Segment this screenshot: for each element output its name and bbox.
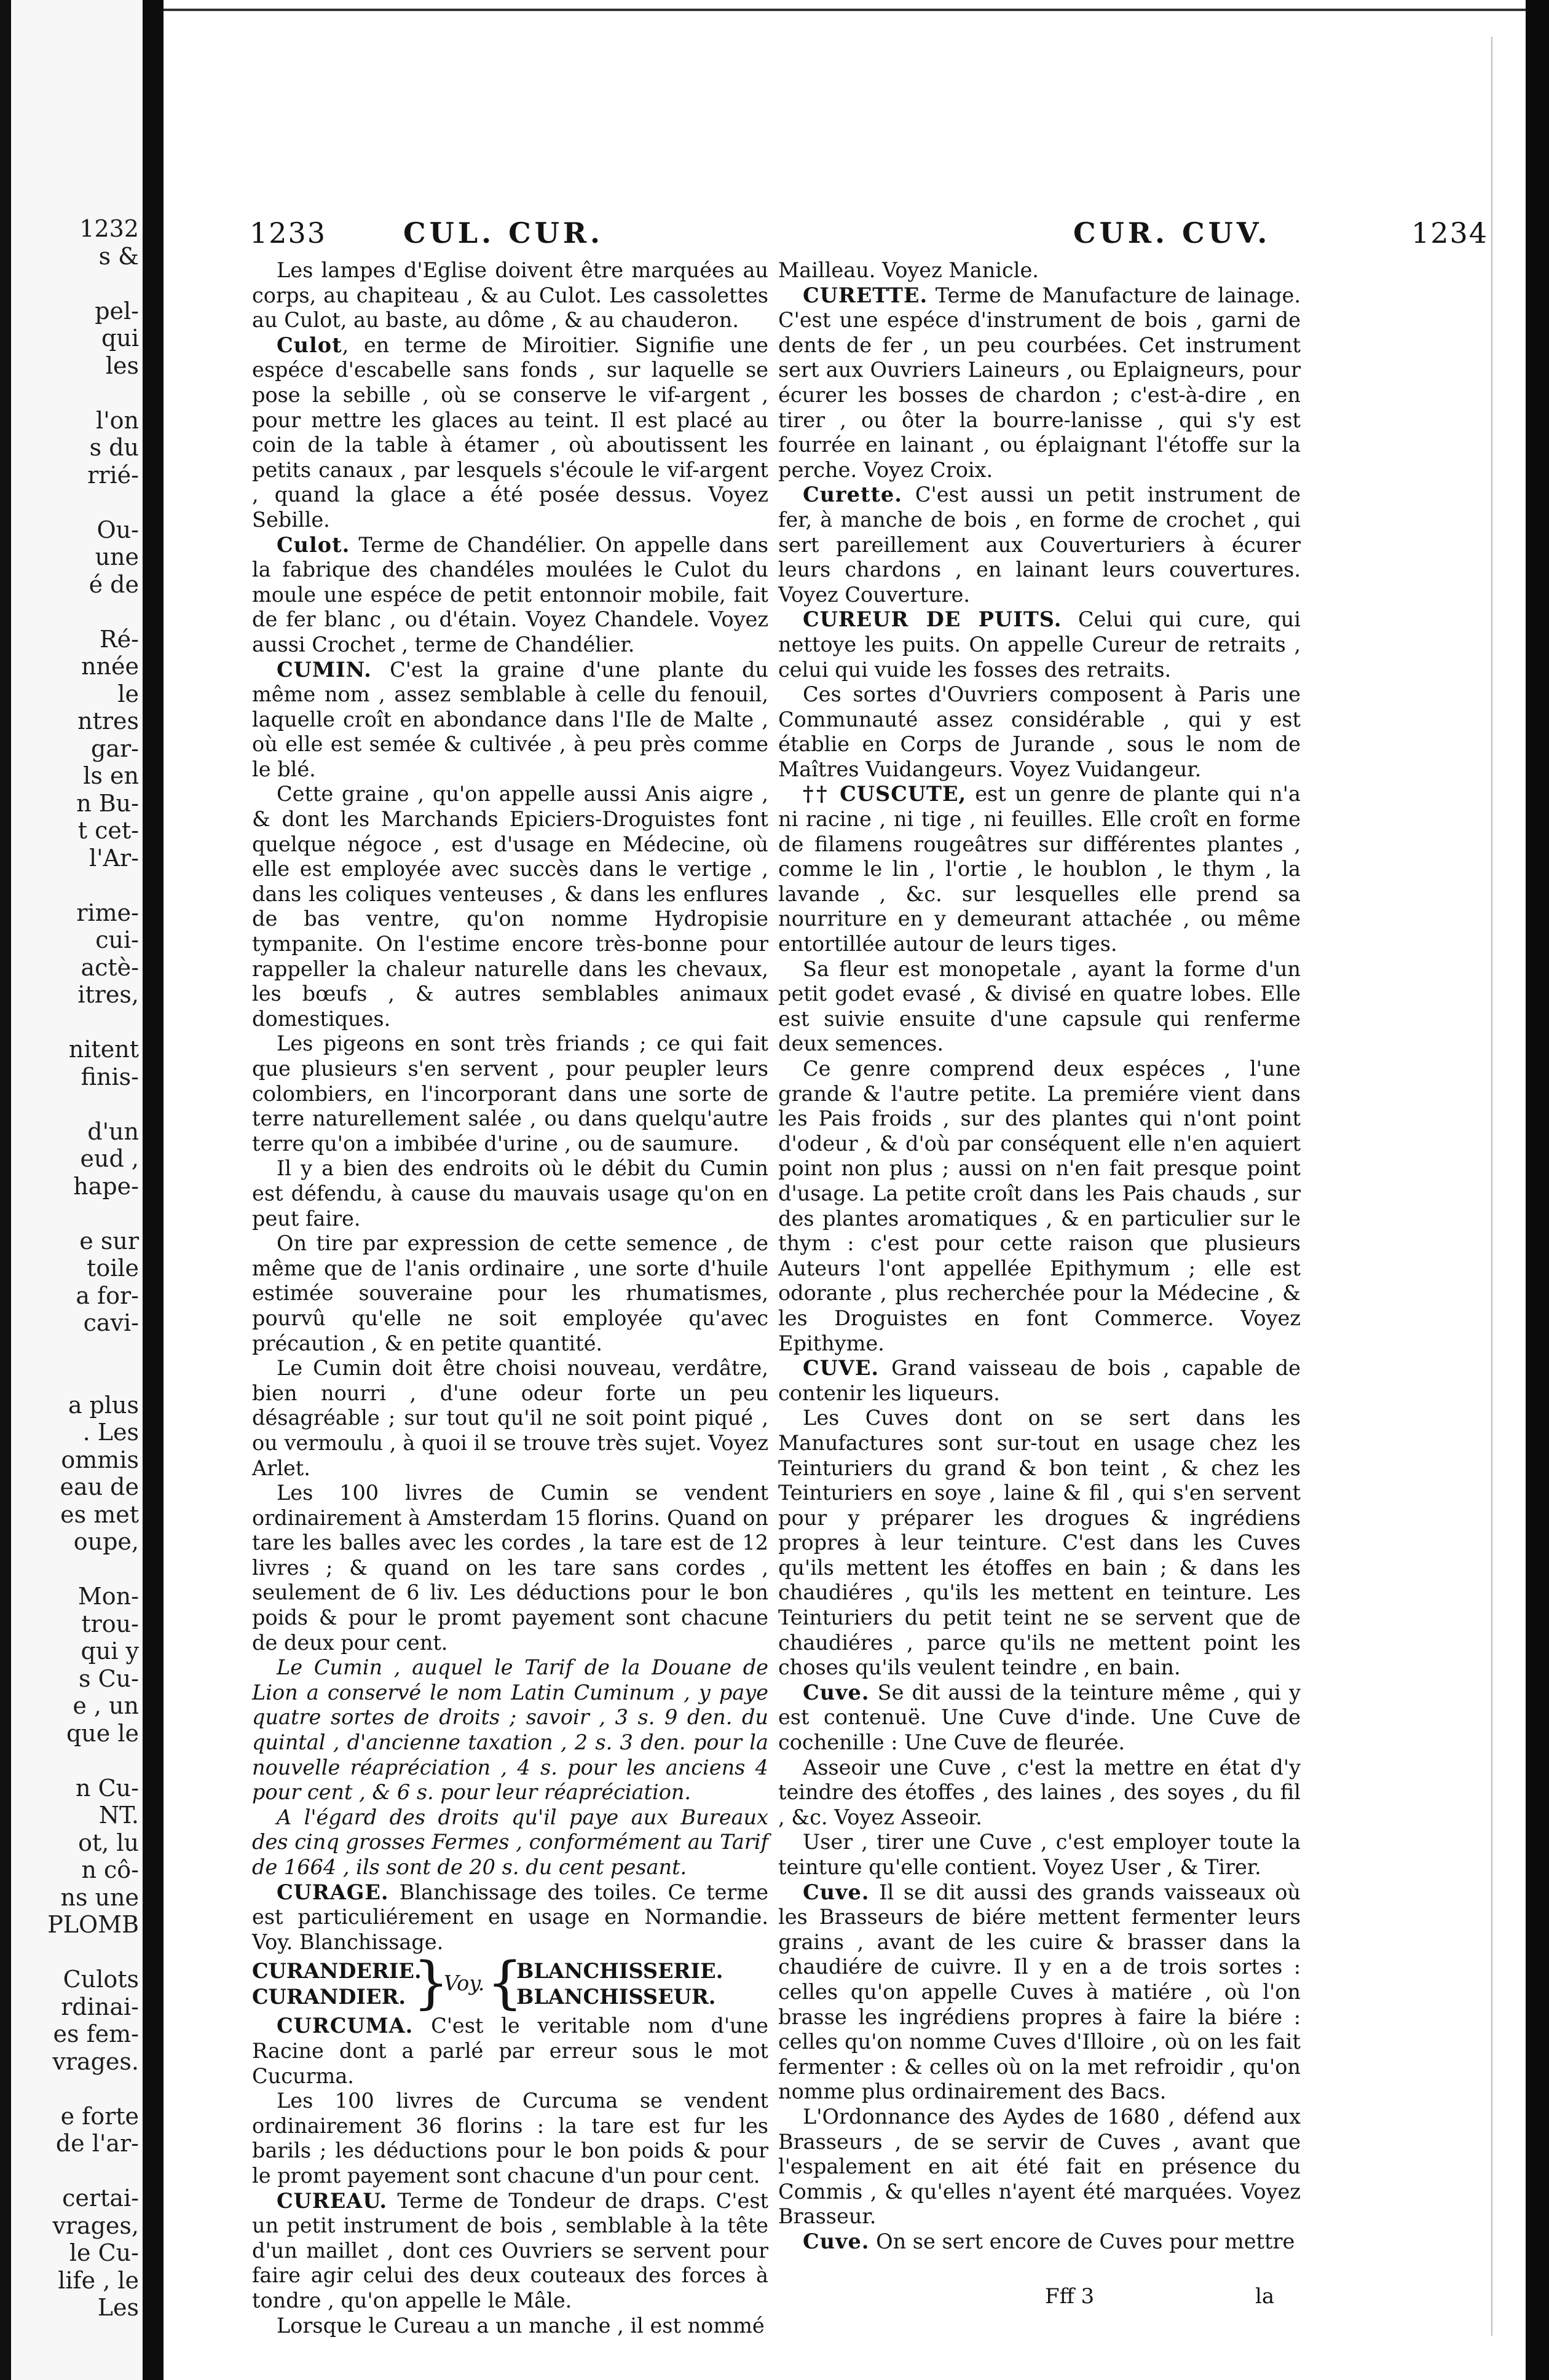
prev-page-line: s Cu- — [79, 1665, 139, 1692]
prev-page-line: d'un — [87, 1117, 139, 1145]
prev-page-line: t cet- — [77, 817, 139, 844]
entry-text: Terme de Manufacture de lainage. C'est une espéce d'instrument de bois , garni de dents de fer , un peu courbées. Cet instrument sert aux Ouvriers Laineurs , ou Eplaigneurs, pour écurer les bosses de chardon ; c'est-à-dire , en tirer , ou ôter la bourre-lanisse , qui s'y est fourrée en lainant , ou éplaignant l'étoffe sur la perche. Voyez Croix. — [778, 283, 1301, 482]
prev-page-line: vrages, — [52, 2212, 139, 2239]
prev-page-line: life , le — [58, 2266, 139, 2294]
article-paragraph — [252, 658, 768, 782]
article-paragraph — [252, 1655, 768, 1805]
article-paragraph — [778, 1681, 1301, 1755]
entry-headword: CURCUMA. — [277, 2014, 414, 2038]
prev-page-line: le Cu- — [69, 2239, 139, 2266]
left-page-number: 1233 — [250, 216, 327, 250]
prev-page-line: 1232 — [79, 215, 139, 242]
catchword: la — [1255, 2284, 1275, 2309]
entry-headword: †† CUSCUTE, — [803, 782, 967, 806]
entry-text: Terme de Chandélier. On appelle dans la fabrique des chandéles moulées le Culot du moule une espéce de petit entonnoir mobile, fait de fer blanc , ou d'étain. Voyez Chandele. Voyez aussi Crochet , terme de Chandélier. — [252, 532, 768, 656]
prev-page-line: trou- — [81, 1610, 139, 1637]
article-paragraph — [778, 682, 1301, 782]
article-paragraph — [778, 258, 1301, 283]
entry-text: Lorsque le Cureau a un manche , il est nommé — [277, 2313, 765, 2338]
brace-target-top: BLANCHISSERIE. — [516, 1959, 723, 1984]
entry-headword: Cuve. — [803, 2229, 870, 2253]
entry-text: Mailleau. Voyez Manicle. — [778, 258, 1039, 282]
article-paragraph — [778, 957, 1301, 1057]
prev-page-line: oupe, — [73, 1528, 139, 1555]
prev-page-line: Culots — [63, 1966, 139, 1993]
article-paragraph — [778, 607, 1301, 682]
entry-text: User , tirer une Cuve , c'est employer toute la teinture qu'elle contient. Voyez User , & Tirer. — [778, 1830, 1301, 1879]
prev-page-line: rrié- — [87, 461, 139, 489]
prev-page-line: PLOMB — [47, 1911, 139, 1938]
prev-page-line: Mon- — [77, 1583, 139, 1610]
prev-page-line: actè- — [81, 953, 139, 981]
entry-headword: Cuve. — [803, 1880, 870, 1904]
prev-page-line: ls en — [83, 762, 139, 789]
right-page-number: 1234 — [1411, 216, 1489, 250]
article-paragraph — [778, 483, 1301, 607]
entry-headword: Culot — [277, 333, 342, 357]
article-paragraph — [252, 1356, 768, 1481]
entry-headword: CURAGE. — [277, 1880, 389, 1904]
prev-page-line: e forte — [60, 2102, 139, 2130]
book-gutter — [143, 0, 164, 2380]
prev-page-line: une — [95, 543, 139, 570]
prev-page-line: nitent — [68, 1036, 139, 1063]
article-paragraph — [778, 782, 1301, 956]
prev-page-line: qui y — [81, 1637, 139, 1665]
entry-text: C'est aussi un petit instrument de fer, à manche de bois , en forme de crochet , qui sert pareillement aux Couverturiers à écurer leurs chardons , en lainant leurs couvertures. Voyez Couverture. — [778, 483, 1301, 607]
article-paragraph — [252, 1880, 768, 1955]
article-paragraph — [778, 1830, 1301, 1880]
article-paragraph — [252, 1805, 768, 1880]
entry-headword: CURETTE. — [803, 283, 928, 307]
prev-page-line: rdinai- — [61, 1993, 139, 2020]
prev-page-line: e , un — [73, 1692, 139, 1719]
entry-headword: CUMIN. — [277, 657, 372, 682]
article-paragraph — [252, 258, 768, 333]
prev-page-line: gar- — [91, 735, 139, 762]
article-paragraph — [252, 1031, 768, 1156]
entry-headword: Culot. — [277, 532, 350, 557]
prev-page-line: ns une — [60, 1883, 139, 1911]
right-heading: CUR. CUV. — [1073, 216, 1271, 250]
prev-page-line: le — [117, 680, 139, 707]
article-paragraph — [778, 1057, 1301, 1356]
prev-page-line: ntres — [77, 707, 139, 735]
prev-page-line: Ou- — [97, 516, 139, 543]
page-edge-line — [1491, 37, 1492, 2336]
article-paragraph — [252, 1481, 768, 1655]
entry-text: On tire par expression de cette semence , de même que de l'anis ordinaire , une sorte d'huile estimée souveraine pour les rhumatismes, pourvû qu'elle ne soit employée qu'avec précaution , & en petite quantité. — [252, 1231, 768, 1355]
prev-page-line: finis- — [81, 1063, 139, 1090]
entry-headword: Curette. — [803, 483, 902, 507]
prev-page-line: eau de — [60, 1473, 139, 1500]
scan-gutter-right — [1526, 0, 1549, 2380]
right-column — [778, 258, 1301, 2255]
prev-page-line: rime- — [76, 899, 139, 926]
entry-text: A l'égard des droits qu'il paye aux Bureaux des cinq grosses Fermes , conformément au Tarif de 1664 , ils sont de 20 s. du cent pesant. — [252, 1805, 768, 1879]
article-paragraph — [778, 2105, 1301, 2229]
entry-text: Blanchissage des toiles. Ce terme est particuliérement en usage en Normandie. Voy. Blanchissage. — [252, 1880, 768, 1954]
entry-text: Le Cumin , auquel le Tarif de la Douane de Lion a conservé le nom Latin Cuminum , y paye quatre sortes de droits ; savoir , 3 s. 9 den. du quintal , d'ancienne taxation , 2 s. 3 den. pour la nouvelle réapréciation , 4 s. pour les anciens 4 pour cent , & 6 s. pour leur réapréciation. — [252, 1655, 768, 1805]
entry-text: L'Ordonnance des Aydes de 1680 , défend aux Brasseurs , de se servir de Cuves , avant que l'espalement en ait été fait en présence du Commis , & qu'elles n'ayent été marquées. Voyez Brasseur. — [778, 2104, 1301, 2229]
prev-page-line: itres, — [77, 981, 139, 1008]
prev-page-line: eud , — [80, 1145, 139, 1172]
prev-page-line: l'on — [96, 406, 139, 434]
entry-headword: CUVE. — [803, 1356, 880, 1381]
article-paragraph — [778, 2229, 1301, 2255]
prev-page-line: certai- — [62, 2185, 139, 2212]
entry-text: Il y a bien des endroits où le débit du Cumin est défendu, à cause du mauvais usage qu'on en peut faire. — [252, 1156, 768, 1231]
prev-page-line: de l'ar- — [55, 2130, 139, 2157]
entry-headword: CUREUR DE PUITS. — [803, 607, 1062, 632]
entry-text: Les 100 livres de Curcuma se vendent ordinairement 36 florins : la tare est fur les barils ; les déductions pour le bon poids & pour le promt payement sont chacune d'un pour cent. — [252, 2089, 768, 2188]
brace-voy: Voy. — [444, 1971, 485, 1996]
prev-page-line: a for- — [76, 1282, 139, 1309]
prev-page-line: qui — [101, 325, 139, 352]
prev-page-line: a plus — [68, 1391, 139, 1419]
entry-headword: Cuve. — [803, 1680, 870, 1704]
entry-headword: CUREAU. — [277, 2188, 388, 2213]
article-paragraph — [252, 2014, 768, 2089]
entry-text: Les lampes d'Eglise doivent être marquées au corps, au chapiteau , & au Culot. Les cassolettes au Culot, au baste, au dôme , & au chauderon. — [252, 258, 768, 333]
entry-text: Les pigeons en sont très friands ; ce qui fait que plusieurs s'en servent , pour peupler leurs colombiers, en l'incorporant dans une sorte de terre naturellement salée , ou dans quelqu'autre terre qu'on a imbibée d'urine , ou de saumure. — [252, 1031, 768, 1156]
running-head — [250, 216, 1489, 259]
prev-page-line: ommis — [61, 1446, 139, 1473]
brace-open-glyph: { — [487, 1950, 523, 2016]
entry-text: Se dit aussi de la teinture même , qui y est contenuë. Une Cuve d'inde. Une Cuve de cochenille : Une Cuve de fleurée. — [778, 1680, 1301, 1755]
prev-page-line: pel- — [95, 297, 139, 325]
article-paragraph — [252, 1231, 768, 1356]
prev-page-line: s du — [89, 434, 139, 461]
document-page — [164, 0, 1526, 2380]
brace-target-bottom: BLANCHISSEUR. — [516, 1985, 716, 2009]
prev-page-line: cavi- — [83, 1309, 139, 1336]
entry-text: Ces sortes d'Ouvriers composent à Paris une Communauté assez considérable , qui y est établie en Corps de Jurande , sous le nom de Maîtres Vuidangeurs. Voyez Vuidangeur. — [778, 682, 1301, 781]
entry-text: Les Cuves dont on se sert dans les Manufactures sont sur-tout en usage chez les Teinturiers du grand & bon teint , & chez les Teinturiers en soye , laine & fil , qui s'en servent pour y préparer les drogues & ingrédiens propres à leur teinture. C'est dans les Cuves qu'ils mettent les étoffes en bain ; & dans les chaudiéres , qu'ils les mettent en teinture. Les Teinturiers du petit teint ne se servent que de chaudiéres , parce qu'ils ne mettent point les choses qu'ils veulent teindre , en bain. — [778, 1406, 1301, 1680]
article-paragraph — [252, 2189, 768, 2314]
prev-page-line: les — [105, 352, 139, 379]
brace-close-glyph: } — [413, 1950, 449, 2016]
article-paragraph — [252, 2089, 768, 2188]
prev-page-line: NT. — [98, 1802, 139, 1829]
entry-text: Le Cumin doit être choisi nouveau, verdâtre, bien nourri , d'une odeur forte un peu désagréable ; sur tout qu'il ne soit point piqué , ou vermoulu , à quoi il se trouve très sujet. Voyez Arlet. — [252, 1356, 768, 1480]
article-paragraph — [778, 1755, 1301, 1830]
prev-page-line: Ré- — [100, 625, 139, 653]
entry-text: Ce genre comprend deux espéces , l'une grande & l'autre petite. La premiére vient dans les Pais froids , sur des plantes qui n'ont point d'odeur , & d'où par conséquent elle n'en aquiert point non plus ; aussi on n'en fait presque point d'usage. La petite croît dans les Pais chauds , sur des plantes aromatiques , & en particulier sur le thym : c'est pour cette raison que plusieurs Auteurs l'ont appellée Epithymum ; elle est odorante , plus recherchée pour la Médecine , & les Droguistes en font Commerce. Voyez Epithyme. — [778, 1057, 1301, 1355]
prev-page-line: es met — [60, 1500, 139, 1528]
prev-page-line: é de — [89, 570, 139, 598]
article-paragraph — [252, 782, 768, 1031]
article-paragraph — [778, 283, 1301, 483]
entry-text: Cette graine , qu'on appelle aussi Anis aigre , & dont les Marchands Epiciers-Droguistes font quelque négoce , est d'usage en Médecine, où elle est employée avec succès dans le vertige , dans les coliques venteuses , & dans les enflures de bas ventre, qu'on nomme Hydropisie tympanite. On l'estime encore très-bonne pour rappeller la chaleur naturelle dans les chevaux, les bœufs , & autres semblables animaux domestiques. — [252, 782, 768, 1031]
left-heading: CUL. CUR. — [403, 216, 604, 250]
entry-text: Grand vaisseau de bois , capable de contenir les liqueurs. — [778, 1356, 1301, 1405]
left-column — [252, 258, 768, 2338]
prev-page-line: e sur — [79, 1227, 139, 1255]
article-paragraph — [778, 1406, 1301, 1681]
entry-text: Sa fleur est monopetale , ayant la forme d'un petit godet evasé , & divisé en quatre lobes. Elle est suivie ensuite d'une capsule qui renferme deux semences. — [778, 956, 1301, 1056]
top-edge-rule — [164, 9, 1526, 11]
brace-term-bottom: CURANDIER. — [252, 1985, 406, 2009]
article-paragraph — [778, 1356, 1301, 1406]
prev-page-line: hape- — [73, 1172, 139, 1200]
entry-text: C'est le veritable nom d'une Racine dont a parlé par erreur sous le mot Cucurma. — [252, 2014, 768, 2088]
scan-gutter-left — [0, 0, 11, 2380]
article-paragraph — [252, 1156, 768, 1231]
prev-page-line: ot, lu — [78, 1829, 139, 1856]
entry-text: Les 100 livres de Cumin se vendent ordinairement à Amsterdam 15 florins. Quand on tare les balles avec les cordes , la tare est de 12 livres ; & quand on les tare sans cordes , seulement de 6 liv. Les déductions pour le bon poids & pour le promt payement sont chacune de deux pour cent. — [252, 1481, 768, 1655]
article-paragraph — [252, 2314, 768, 2339]
prev-page-line: n Bu- — [76, 789, 139, 817]
entry-text: Terme de Tondeur de draps. C'est un petit instrument de bois , semblable à la tête d'un maillet , dont ces Ouvriers se servent pour faire agir celui des deux couteaux des forces à tondre , qu'on appelle le Mâle. — [252, 2188, 768, 2312]
entry-text: , en terme de Miroitier. Signifie une espéce d'escabelle sans fonds , sur laquelle se pose la sebille , où se conserve le vif-argent , pour mettre les glaces au teint. Il est placé au coin de la table à étamer , où aboutissent les petits canaux , par lesquels s'écoule le vif-argent , quand la glace a été posée dessus. Voyez Sebille. — [252, 333, 768, 532]
prev-page-line: n cô- — [81, 1856, 139, 1883]
article-paragraph — [252, 533, 768, 658]
entry-text: est un genre de plante qui n'a ni racine , ni tige , ni feuilles. Elle croît en forme de filamens rougeâtres sur différentes plantes , comme le lin , l'ortie , le houblon , le thym , la lavande , &c. sur lesquelles elle prend sa nourriture en y demeurant attachée , ou même entortillée autour de leurs tiges. — [778, 782, 1301, 956]
brace-term-top: CURANDERIE. — [252, 1959, 422, 1984]
prev-page-line: . Les — [82, 1419, 139, 1446]
entry-text: C'est la graine d'une plante du même nom , assez semblable à celle du fenouil, laquelle croît en abondance dans l'Ile de Malte , où elle est semée & cultivée , à peu près comme le blé. — [252, 657, 768, 781]
prev-page-line: l'Ar- — [89, 844, 139, 872]
prev-page-line: s & — [98, 242, 139, 270]
entry-text: Asseoir une Cuve , c'est la mettre en état d'y teindre des étoffes , des laines , des soyes , du fil , &c. Voyez Asseoir. — [778, 1755, 1301, 1829]
brace-cross-reference — [252, 1950, 768, 2016]
entry-text: On se sert encore de Cuves pour mettre — [869, 2229, 1295, 2253]
prev-page-line: n Cu- — [76, 1774, 139, 1802]
prev-page-line: nnée — [81, 653, 139, 680]
prev-page-line: toile — [87, 1255, 139, 1282]
prev-page-line: Les — [97, 2294, 139, 2321]
prev-page-line: que le — [66, 1719, 139, 1747]
entry-text: Il se dit aussi des grands vaisseaux où les Brasseurs de biére mettent fermenter leurs grains , avant de les cuire & brasser dans la chaudiére de cuivre. Il y en a de trois sortes : celles qu'on appelle Cuves à matiére , où l'on brasse les ingrédiens propres à faire la biére : celles qu'on nomme Cuves d'Illoire , où on les fait fermenter : & celles où on la met refroidir , qu'on nomme plus ordinairement des Bacs. — [778, 1880, 1301, 2104]
previous-page-sliver — [11, 0, 143, 2380]
prev-page-line: cui- — [95, 926, 139, 953]
entry-text: Celui qui cure, qui nettoye les puits. On appelle Cureur de retraits , celui qui vuide les fosses des retraits. — [778, 607, 1301, 682]
article-paragraph — [778, 1880, 1301, 2105]
prev-page-line: vrages. — [52, 2047, 139, 2075]
article-paragraph — [252, 333, 768, 533]
prev-page-line: es fem- — [53, 2020, 139, 2047]
signature-mark: Fff 3 — [1045, 2284, 1095, 2309]
